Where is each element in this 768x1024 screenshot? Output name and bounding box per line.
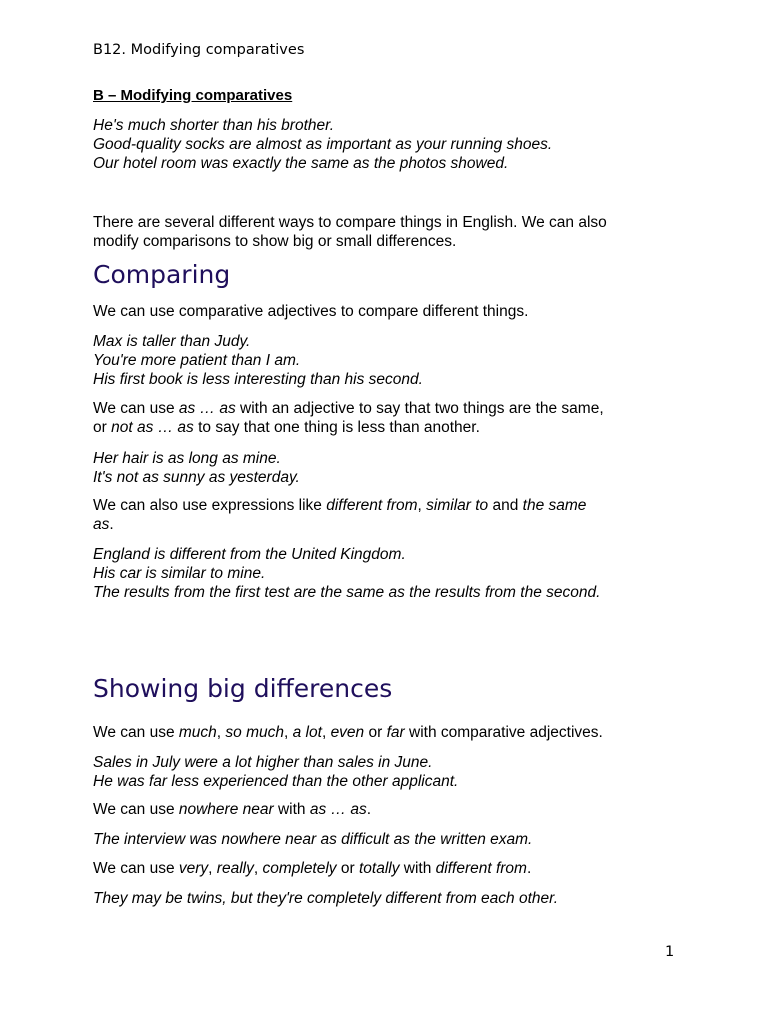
page-number: 1 [665,944,675,960]
example-line: His first book is less interesting than his second. [93,371,423,388]
example-line: Our hotel room was exactly the same as the photos showed. [93,155,509,172]
paragraph: We can use nowhere near with as … as. [93,801,372,818]
example-line: He's much shorter than his brother. [93,117,335,134]
example-line: They may be twins, but they're completely different from each other. [93,890,559,907]
paragraph: We can use as … as with an adjective to say that two things are the same, or not as … as to say that one thing is less than another. [93,400,604,436]
example-line: It's not as sunny as yesterday. [93,469,300,486]
example-line: Her hair is as long as mine. [93,450,281,467]
heading-comparing: Comparing [93,260,231,289]
example-line: Max is taller than Judy. [93,333,251,350]
document-header: B12. Modifying comparatives [93,42,305,58]
paragraph-line: There are several different ways to compare things in English. We can also [93,214,607,231]
example-line: England is different from the United Kingdom. [93,546,406,563]
examples [93,753,458,791]
example-line: He was far less experienced than the other applicant. [93,773,459,790]
example-line: The results from the first test are the same as the results from the second. [93,584,601,601]
paragraph-line: modify comparisons to show big or small differences. [93,233,457,250]
paragraph: We can use much, so much, a lot, even or far with comparative adjectives. [93,724,603,741]
example-line: You're more patient than I am. [93,352,301,369]
examples [93,332,423,389]
paragraph: We can use comparative adjectives to compare different things. [93,303,529,320]
paragraph: We can use very, really, completely or totally with different from. [93,860,532,877]
intro-examples [93,116,552,173]
heading-showing-big-differences: Showing big differences [93,674,393,703]
section-title: B – Modifying comparatives [93,87,293,104]
intro-paragraph [93,213,607,251]
example-line: His car is similar to mine. [93,565,266,582]
example-line: Sales in July were a lot higher than sales in June. [93,754,433,771]
example-line: Good-quality socks are almost as important as your running shoes. [93,136,553,153]
examples [93,545,600,602]
example-line: The interview was nowhere near as difficult as the written exam. [93,831,533,848]
paragraph: We can also use expressions like different from, similar to and the same as. [93,497,587,533]
examples [93,449,300,487]
